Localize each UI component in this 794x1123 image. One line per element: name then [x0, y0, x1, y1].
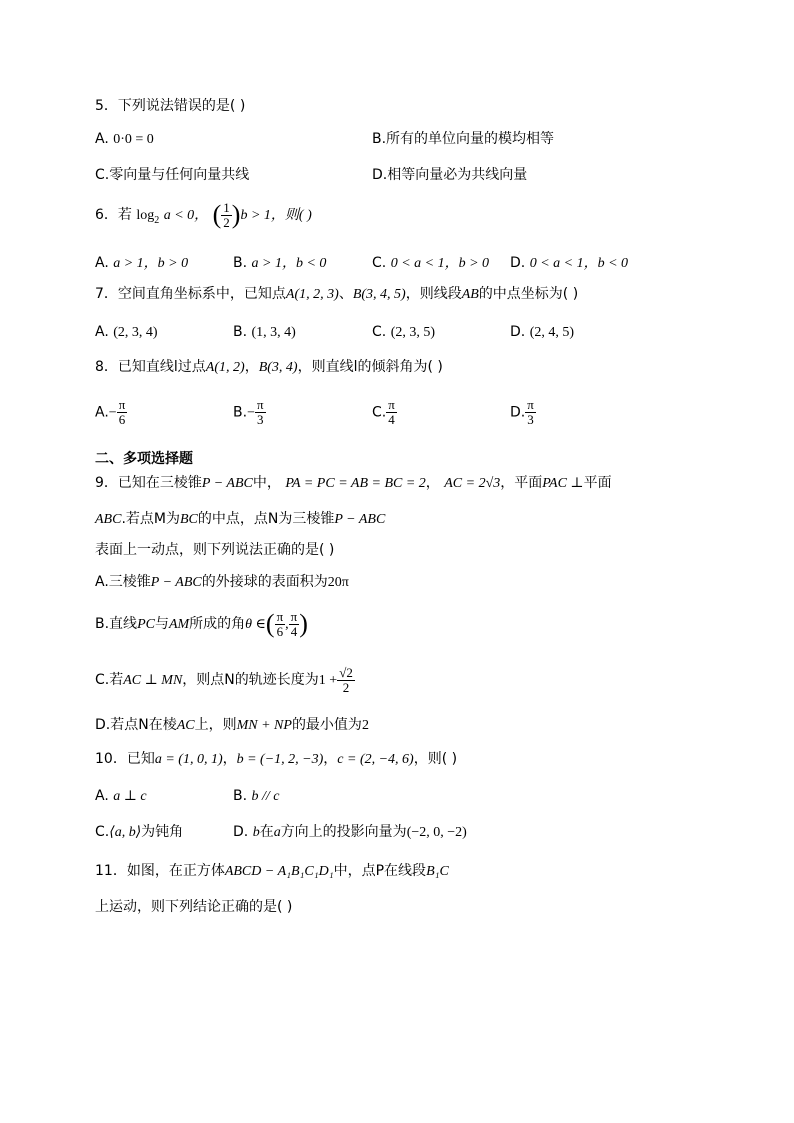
q10-option-c: C.⟨a, b⟩为钝角 — [95, 824, 184, 840]
q10-option-a: A. a ⊥ c — [95, 788, 147, 804]
q6-option-c: C. 0 < a < 1，b > 0 — [372, 255, 490, 271]
q6-stem: 6．若 $\log_2 a < 0$， ( $\frac{1}{2}$ )b > 1，则( ) — [95, 199, 312, 230]
q7-stem: 7．空间直角坐标系中，已知点A(1, 2, 3)、B(3, 4, 5)，则线段AB的中点坐标为( ) — [95, 286, 579, 302]
q8-option-a: A.− $\frac{\pi}{6}$ — [95, 397, 126, 427]
q7-option-d: D. (2, 4, 5) — [510, 324, 575, 340]
q5-option-c: C.零向量与任何向量共线 — [95, 167, 250, 183]
q8-stem: 8．已知直线l过点A(1, 2)，B(3, 4)，则直线l的倾斜角为( ) — [95, 359, 443, 375]
q10-option-d: D. b在a方向上的投影向量为(−2, 0, −2) — [233, 824, 467, 840]
q9-stem-line3: 表面上一动点，则下列说法正确的是( ) — [95, 542, 335, 558]
q10-option-b: B. b // c — [233, 788, 280, 804]
q6-option-a: A. a > 1，b > 0 — [95, 255, 189, 271]
q9-option-a: A.三棱锥P − ABC的外接球的表面积为20π — [95, 574, 349, 590]
q8-option-c: C. $\frac{\pi}{4}$ — [372, 397, 395, 427]
q7-option-b: B. (1, 3, 4) — [233, 324, 296, 340]
q11-stem-line2: 上运动，则下列结论正确的是( ) — [95, 899, 293, 915]
q9-option-c: C.若AC ⊥ MN，则点N的轨迹长度为1 + $\frac{√2}{2}$ — [95, 664, 353, 695]
q10-stem: 10．已知a = (1, 0, 1)，b = (−1, 2, −3)，c = (2, −4, 6)，则( ) — [95, 751, 458, 767]
q6-option-b: B. a > 1，b < 0 — [233, 255, 327, 271]
q11-stem-line1: 11．如图，在正方体ABCD − A₁B₁C₁D₁中，点P在线段B₁C — [95, 863, 449, 879]
q6-option-d: D. 0 < a < 1，b < 0 — [510, 255, 629, 271]
q9-option-d: D.若点N在棱AC上，则MN + NP的最小值为2 — [95, 717, 369, 733]
q7-option-c: C. (2, 3, 5) — [372, 324, 436, 340]
q9-stem-line1: 9．已知在三棱锥P − ABC中， PA = PC = AB = BC = 2， AC = 2√3，平面PAC ⊥平面 — [95, 475, 612, 491]
q5-stem: 5．下列说法错误的是( ) — [95, 98, 246, 114]
q8-option-b: B.− $\frac{\pi}{3}$ — [233, 397, 264, 427]
section-title: 二、多项选择题 — [95, 451, 193, 467]
q5-option-b: B.所有的单位向量的模均相等 — [372, 131, 555, 147]
q5-option-d: D.相等向量必为共线向量 — [372, 167, 528, 183]
q7-option-a: A. (2, 3, 4) — [95, 324, 158, 340]
q5-option-a: A. 0·0 = 0 — [95, 131, 154, 147]
q9-stem-line2: ABC.若点M为BC的中点，点N为三棱锥P − ABC — [95, 511, 386, 527]
q6-fraction: $\frac{1}{2}$ — [223, 199, 230, 230]
q9-option-b: B.直线PC与AM所成的角θ ∈( $\frac{\pi}{6}$ , $\frac{\pi}{4}$ ) — [95, 608, 308, 639]
q8-option-d: D. $\frac{\pi}{3}$ — [510, 397, 534, 427]
